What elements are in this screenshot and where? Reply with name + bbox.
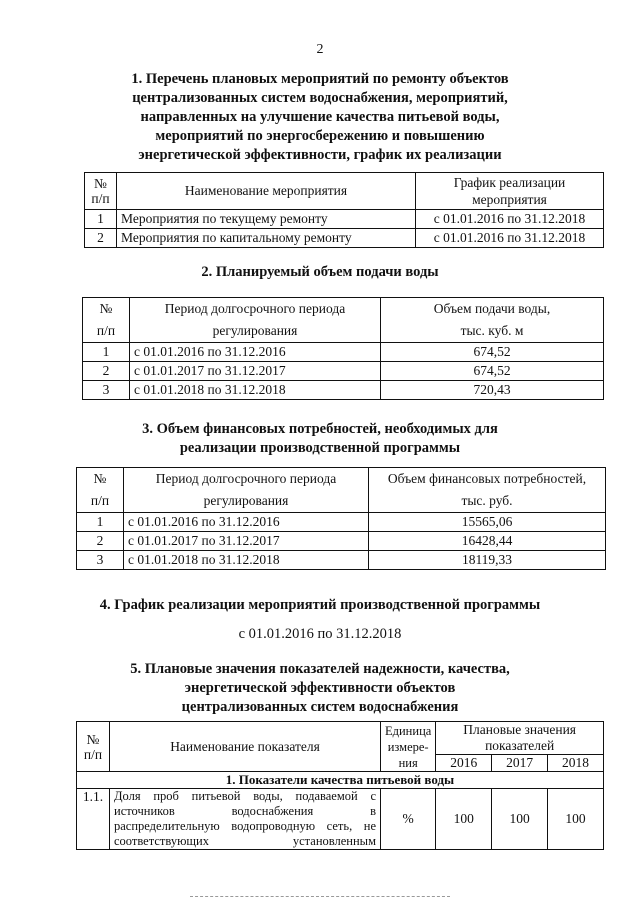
header-year-2018: 2018: [548, 755, 604, 772]
row-value: 16428,44: [369, 532, 606, 551]
header-num: [85, 173, 117, 210]
scan-edge-mark: [190, 896, 450, 903]
header-num-line1: №: [94, 176, 107, 191]
table-header-row: [85, 173, 604, 210]
header-schedule-line2: мероприятия: [472, 192, 547, 207]
row-value-2018: 100: [548, 789, 604, 850]
row-text-line: источников водоснабжения в: [114, 804, 376, 818]
header-unit-line2: измере-: [387, 739, 429, 754]
table-row: [77, 532, 606, 551]
row-period: с 01.01.2016 по 31.12.2018: [416, 210, 604, 229]
table-row: [83, 381, 604, 400]
row-value: 15565,06: [369, 513, 606, 532]
row-value-2016: 100: [436, 789, 492, 850]
header-num: [83, 298, 130, 343]
header-fin-line2: тыс. руб.: [461, 493, 513, 508]
header-num-line1: №: [99, 301, 113, 316]
row-num: 3: [83, 381, 130, 400]
row-text-line: распределительную водопроводную сеть, не: [114, 819, 376, 833]
table-row: [77, 513, 606, 532]
header-num-line1: №: [86, 731, 100, 747]
row-num: 2: [83, 362, 130, 381]
row-num: 2: [77, 532, 124, 551]
header-period: [130, 298, 381, 343]
header-num: [77, 722, 110, 772]
section1-title-line: энергетической эффективности, график их реализации: [138, 147, 502, 163]
header-financial: [369, 468, 606, 513]
section3-table: [76, 467, 606, 570]
header-period-line1: Период долгосрочного периода: [164, 301, 346, 316]
row-value: 674,52: [381, 343, 604, 362]
header-num-line1: №: [93, 471, 107, 486]
header-volume-line2: тыс. куб. м: [460, 323, 524, 338]
table-row: [83, 343, 604, 362]
header-num-line2: п/п: [96, 323, 116, 338]
table-row: [77, 551, 606, 570]
header-period-line2: регулирования: [203, 493, 289, 508]
row-period: с 01.01.2017 по 31.12.2017: [124, 532, 369, 551]
row-period: с 01.01.2016 по 31.12.2016: [124, 513, 369, 532]
header-name: Наименование мероприятия: [117, 173, 416, 210]
group-title: 1. Показатели качества питьевой воды: [77, 772, 604, 789]
row-period: с 01.01.2017 по 31.12.2017: [130, 362, 381, 381]
row-indicator-text: [110, 789, 381, 850]
table-row: [83, 362, 604, 381]
section1-table: [84, 172, 604, 248]
header-schedule-line1: График реализации: [453, 175, 566, 190]
section5-title-line: 5. Плановые значения показателей надежности, качества,: [130, 661, 510, 677]
row-period: с 01.01.2016 по 31.12.2018: [416, 229, 604, 248]
row-num: 2: [85, 229, 117, 248]
section2-title: 2. Планируемый объем подачи воды: [201, 264, 439, 280]
header-num-line2: п/п: [83, 746, 103, 762]
header-indicator-name: Наименование показателя: [110, 722, 381, 772]
section4-subtitle: с 01.01.2016 по 31.12.2018: [238, 626, 402, 642]
section5-title-line: энергетической эффективности объектов: [184, 680, 456, 696]
header-period-line2: регулирования: [212, 323, 298, 338]
section1-title-line: 1. Перечень плановых мероприятий по ремонту объектов: [131, 71, 509, 87]
section2-table: [82, 297, 604, 400]
table-row: [85, 210, 604, 229]
header-unit-line3: ния: [398, 755, 418, 770]
header-num-line2: п/п: [91, 191, 110, 206]
row-num: 1: [77, 513, 124, 532]
section1-title: [0, 70, 640, 165]
row-name: Мероприятия по текущему ремонту: [117, 210, 416, 229]
row-num: 1.1.: [77, 789, 110, 850]
section3-title-line: 3. Объем финансовых потребностей, необходимых для: [142, 421, 498, 437]
header-volume: [381, 298, 604, 343]
section3-title-line: реализации производственной программы: [179, 440, 461, 456]
table-row: [77, 789, 604, 850]
header-fin-line1: Объем финансовых потребностей,: [387, 471, 587, 486]
header-plan-line1: Плановые значения: [463, 722, 577, 737]
row-period: с 01.01.2018 по 31.12.2018: [130, 381, 381, 400]
header-num-line2: п/п: [90, 493, 110, 508]
table-header-row: [83, 298, 604, 343]
row-text-line: соответствующих установленным: [114, 834, 376, 848]
section4-title: 4. График реализации мероприятий производственной программы: [99, 597, 541, 613]
table-row: [85, 229, 604, 248]
table-header-row: [77, 722, 604, 755]
row-num: 1: [83, 343, 130, 362]
header-unit: [381, 722, 436, 772]
row-period: с 01.01.2018 по 31.12.2018: [124, 551, 369, 570]
row-text-line: Доля проб питьевой воды, подаваемой с: [114, 789, 376, 803]
section1-title-line: направленных на улучшение качества питьевой воды,: [140, 109, 500, 125]
row-value: 720,43: [381, 381, 604, 400]
header-num: [77, 468, 124, 513]
row-period: с 01.01.2016 по 31.12.2016: [130, 343, 381, 362]
section3-title: [0, 420, 640, 458]
header-unit-line1: Единица: [385, 723, 432, 738]
row-value-2017: 100: [492, 789, 548, 850]
page-number: 2: [316, 42, 324, 57]
table-header-row: [77, 468, 606, 513]
row-num: 1: [85, 210, 117, 229]
header-period: [124, 468, 369, 513]
table-group-row: [77, 772, 604, 789]
section5-table: [76, 721, 604, 850]
section1-title-line: централизованных систем водоснабжения, мероприятий,: [132, 90, 508, 106]
row-num: 3: [77, 551, 124, 570]
section5-title: [0, 660, 640, 717]
row-unit: %: [381, 789, 436, 850]
header-period-line1: Период долгосрочного периода: [155, 471, 337, 486]
header-year-2017: 2017: [492, 755, 548, 772]
header-schedule: [416, 173, 604, 210]
header-volume-line1: Объем подачи воды,: [433, 301, 551, 316]
header-year-2016: 2016: [436, 755, 492, 772]
row-value: 674,52: [381, 362, 604, 381]
row-value: 18119,33: [369, 551, 606, 570]
header-plan-values: [436, 722, 604, 755]
section5-title-line: централизованных систем водоснабжения: [181, 699, 459, 715]
row-name: Мероприятия по капитальному ремонту: [117, 229, 416, 248]
section1-title-line: мероприятий по энергосбережению и повышению: [155, 128, 485, 144]
header-plan-line2: показателей: [485, 738, 555, 753]
